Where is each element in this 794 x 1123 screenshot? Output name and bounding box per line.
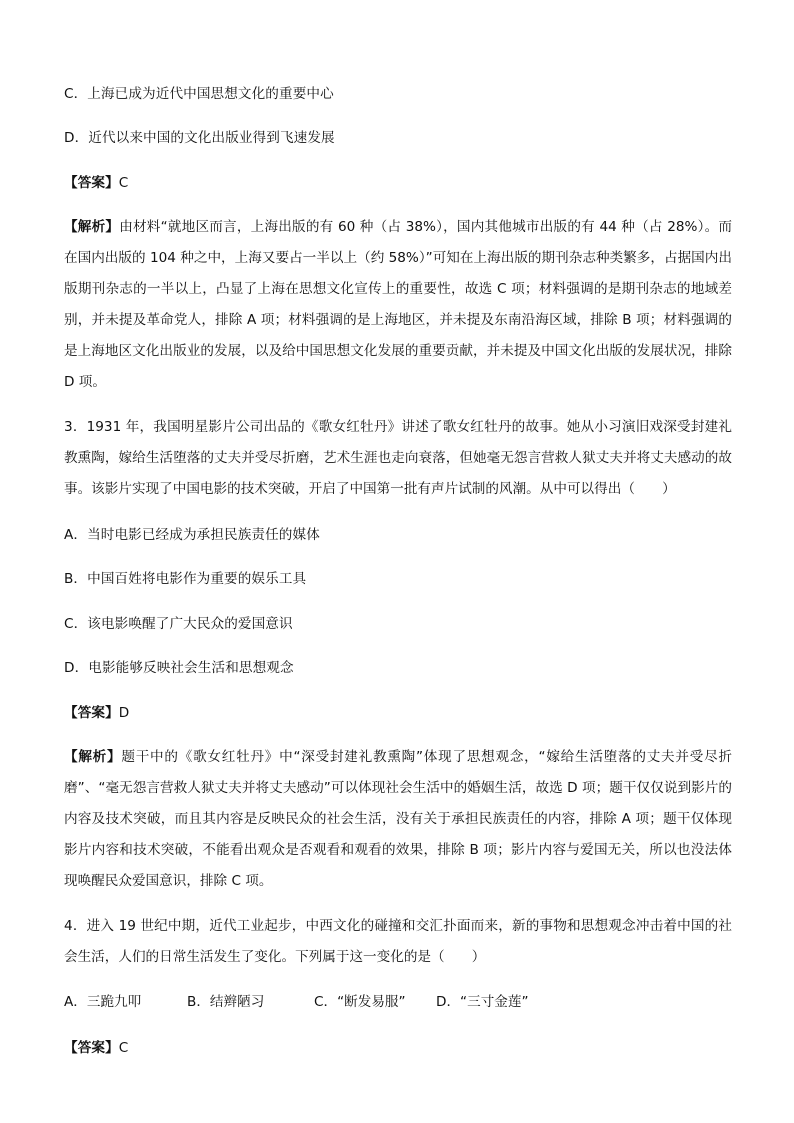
q2-option-c: C．上海已成为近代中国思想文化的重要中心 [64,86,334,102]
answer-label: 【答案】 [64,1040,119,1056]
answer-label: 【答案】 [64,175,119,191]
analysis-label: 【解析】 [64,219,120,235]
q3-answer [64,704,736,722]
q3-option-b: B．中国百姓将电影作为重要的娱乐工具 [64,571,307,587]
analysis-label: 【解析】 [64,749,122,765]
q2-option-d: D．近代以来中国的文化出版业得到飞速发展 [64,130,335,146]
q4-option-a: A．三跪九叩 [64,994,142,1010]
q4-option-b: B．结辫陋习 [187,994,265,1010]
q2-answer [64,174,736,192]
q4-answer [64,1039,736,1057]
answer-value: C [118,175,129,191]
q3-option-d: D．电影能够反映社会生活和思想观念 [64,660,294,676]
q2-analysis [64,212,732,398]
q3-option-a: A．当时电影已经成为承担民族责任的媒体 [64,527,320,543]
q4-option-d: D．“三寸金莲” [436,994,529,1010]
q3-analysis [64,742,732,897]
answer-value: D [118,705,130,721]
analysis-text: 由材料“就地区而言，上海出版的有 60 种（占 38%），国内其他城市出版的有 44 种（占 28%）。而在国内出版的 104 种之中，上海又要占一半以上（约 58%）”可知在上海出版的期刊杂志种类繁多，占据国内出版期刊杂志的一半以上，凸显了上海在思想文化宣传上的重要性，故选 C 项；材料强调的是期刊杂志的地域差别，并未提及革命党人，排除 A 项；材料强调的是上海地区，并未提及东南沿海区域，排除 B 项；材料强调的是上海地区文化出版业的发展，以及给中国思想文化发展的重要贡献，并未提及中国文化出版的发展状况，排除 D 项。 [64,219,733,390]
answer-label: 【答案】 [64,705,119,721]
answer-value: C [118,1040,129,1056]
q4-stem: 4．进入 19 世纪中期，近代工业起步，中西文化的碰撞和交汇扑面而来，新的事物和思想观念冲击着中国的社会生活，人们的日常生活发生了变化。下列属于这一变化的是（ ） [64,918,732,965]
q3-option-c: C．该电影唤醒了广大民众的爱国意识 [64,616,293,632]
analysis-text: 题干中的《歌女红牡丹》中“深受封建礼教熏陶”体现了思想观念，“嫁给生活堕落的丈夫并受尽折磨”、“毫无怨言营救人狱丈夫并将丈夫感动”可以体现社会生活中的婚姻生活，故选 D 项；题干仅仅说到影片的内容及技术突破，而且其内容是反映民众的社会生活，没有关于承担民族责任的内容，排除 A 项；题干仅体现影片内容和技术突破，不能看出观众是否观看和观看的效果，排除 B 项；影片内容与爱国无关，所以也没法体现唤醒民众爱国意识，排除 C 项。 [64,749,733,889]
q3-stem: 3．1931 年，我国明星影片公司出品的《歌女红牡丹》讲述了歌女红牡丹的故事。她从小习演旧戏深受封建礼教熏陶，嫁给生活堕落的丈夫并受尽折磨，艺术生涯也走向衰落，但她毫无怨言营救人狱丈夫并将丈夫感动的故事。该影片实现了中国电影的技术突破，开启了中国第一批有声片试制的风潮。从中可以得出（ ） [64,419,732,497]
q4-option-c: C．“断发易服” [314,994,406,1010]
